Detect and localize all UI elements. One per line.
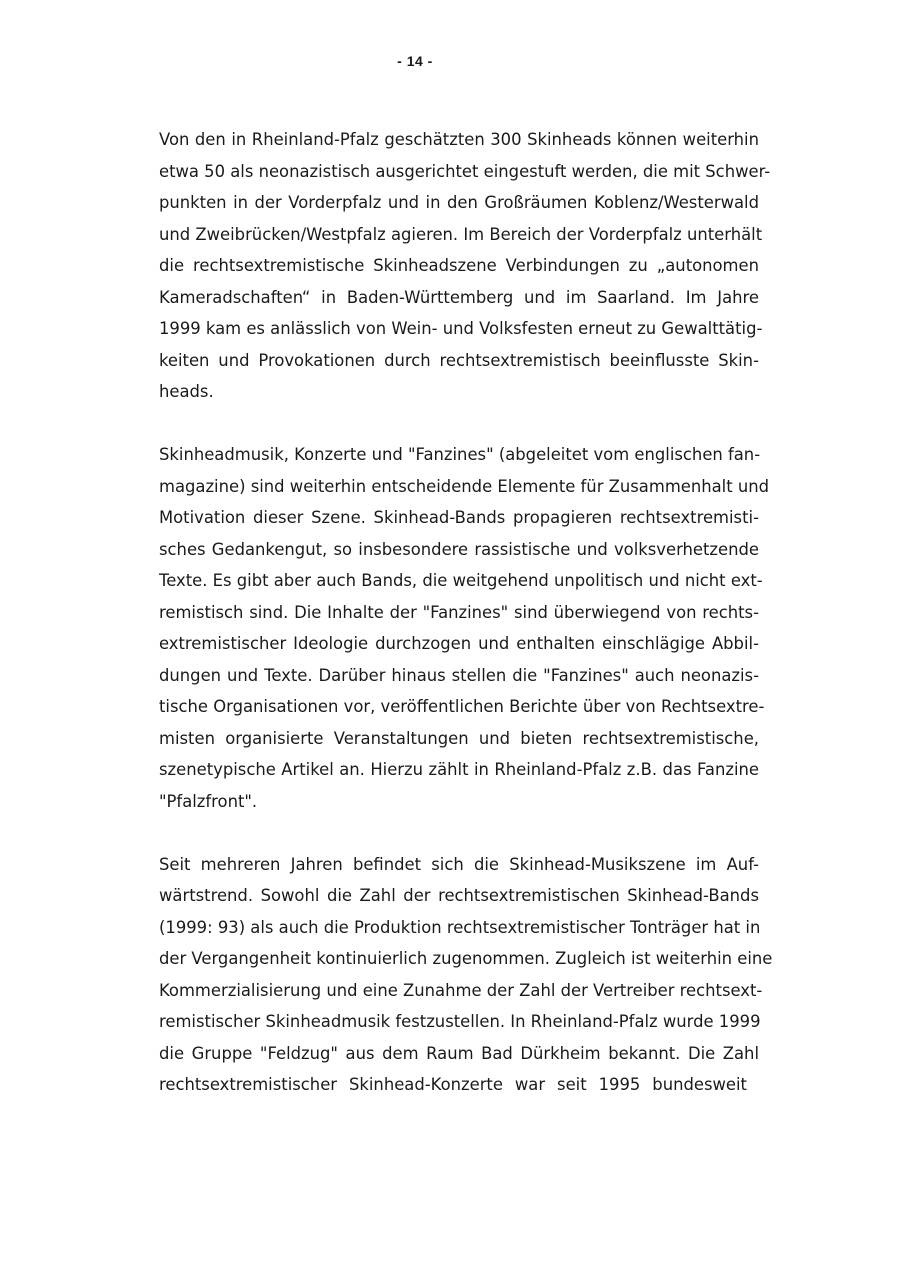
- text-line: remistisch sind. Die Inhalte der "Fanzines" sind überwiegend von rechts-: [159, 602, 759, 622]
- text-line: Motivation dieser Szene. Skinhead-Bands propagieren rechtsextremisti-: [159, 508, 759, 527]
- text-line: wärtstrend. Sowohl die Zahl der rechtsextremistischen Skinhead-Bands: [159, 886, 759, 905]
- text-line: dungen und Texte. Darüber hinaus stellen die "Fanzines" auch neonazis-: [159, 665, 759, 685]
- text-line: die rechtsextremistische Skinheadszene Verbindungen zu „autonomen: [159, 256, 759, 275]
- text-line: tische Organisationen vor, veröffentlichen Berichte über von Rechtsextre-: [159, 697, 765, 716]
- text-line: remistischer Skinheadmusik festzustellen. In Rheinland-Pfalz wurde 1999: [159, 1012, 761, 1031]
- text-line: Von den in Rheinland-Pfalz geschätzten 300 Skinheads können weiterhin: [159, 130, 759, 149]
- text-line: szenetypische Artikel an. Hierzu zählt in Rheinland-Pfalz z.B. das Fanzine: [159, 760, 759, 779]
- text-line: misten organisierte Veranstaltungen und bieten rechtsextremistische,: [159, 728, 759, 748]
- text-line: Kameradschaften“ in Baden-Württemberg und im Saarland. Im Jahre: [159, 287, 759, 307]
- text-line: keiten und Provokationen durch rechtsextremistisch beeinflusste Skin-: [159, 350, 759, 370]
- text-line: 1999 kam es anlässlich von Wein- und Volksfesten erneut zu Gewalttätig-: [159, 319, 763, 338]
- text-line: und Zweibrücken/Westpfalz agieren. Im Bereich der Vorderpfalz unterhält: [159, 224, 763, 244]
- text-line: "Pfalzfront".: [159, 791, 258, 811]
- body-text: [159, 124, 773, 1132]
- text-line: sches Gedankengut, so insbesondere rassistische und volksverhetzende: [159, 539, 759, 559]
- text-line: Texte. Es gibt aber auch Bands, die weitgehend unpolitisch und nicht ext-: [159, 571, 763, 590]
- text-line: rechtsextremistischer Skinhead-Konzerte war seit 1995 bundesweit: [159, 1075, 747, 1094]
- text-line: Kommerzialisierung und eine Zunahme der Zahl der Vertreiber rechtsext-: [159, 980, 763, 1000]
- text-line: extremistischer Ideologie durchzogen und enthalten einschlägige Abbil-: [159, 634, 759, 653]
- page-number: - 14 -: [397, 53, 433, 69]
- text-line: (1999: 93) als auch die Produktion rechtsextremistischer Tonträger hat in: [159, 917, 761, 937]
- text-line: magazine) sind weiterhin entscheidende Elemente für Zusammenhalt und: [159, 476, 770, 496]
- paragraph-skinhead-scene: [159, 124, 771, 408]
- paragraph-music-trend: [159, 849, 773, 1101]
- text-line: etwa 50 als neonazistisch ausgerichtet eingestuft werden, die mit Schwer-: [159, 161, 771, 181]
- paragraph-skinhead-music: [159, 439, 770, 817]
- text-line: punkten in der Vorderpfalz und in den Großräumen Koblenz/Westerwald: [159, 193, 759, 212]
- text-line: heads.: [159, 382, 214, 401]
- text-line: Skinheadmusik, Konzerte und "Fanzines" (abgeleitet vom englischen fan-: [159, 445, 761, 464]
- text-line: die Gruppe "Feldzug" aus dem Raum Bad Dürkheim bekannt. Die Zahl: [159, 1043, 759, 1063]
- text-line: Seit mehreren Jahren befindet sich die Skinhead-Musikszene im Auf-: [159, 854, 759, 874]
- text-line: der Vergangenheit kontinuierlich zugenommen. Zugleich ist weiterhin eine: [159, 949, 773, 968]
